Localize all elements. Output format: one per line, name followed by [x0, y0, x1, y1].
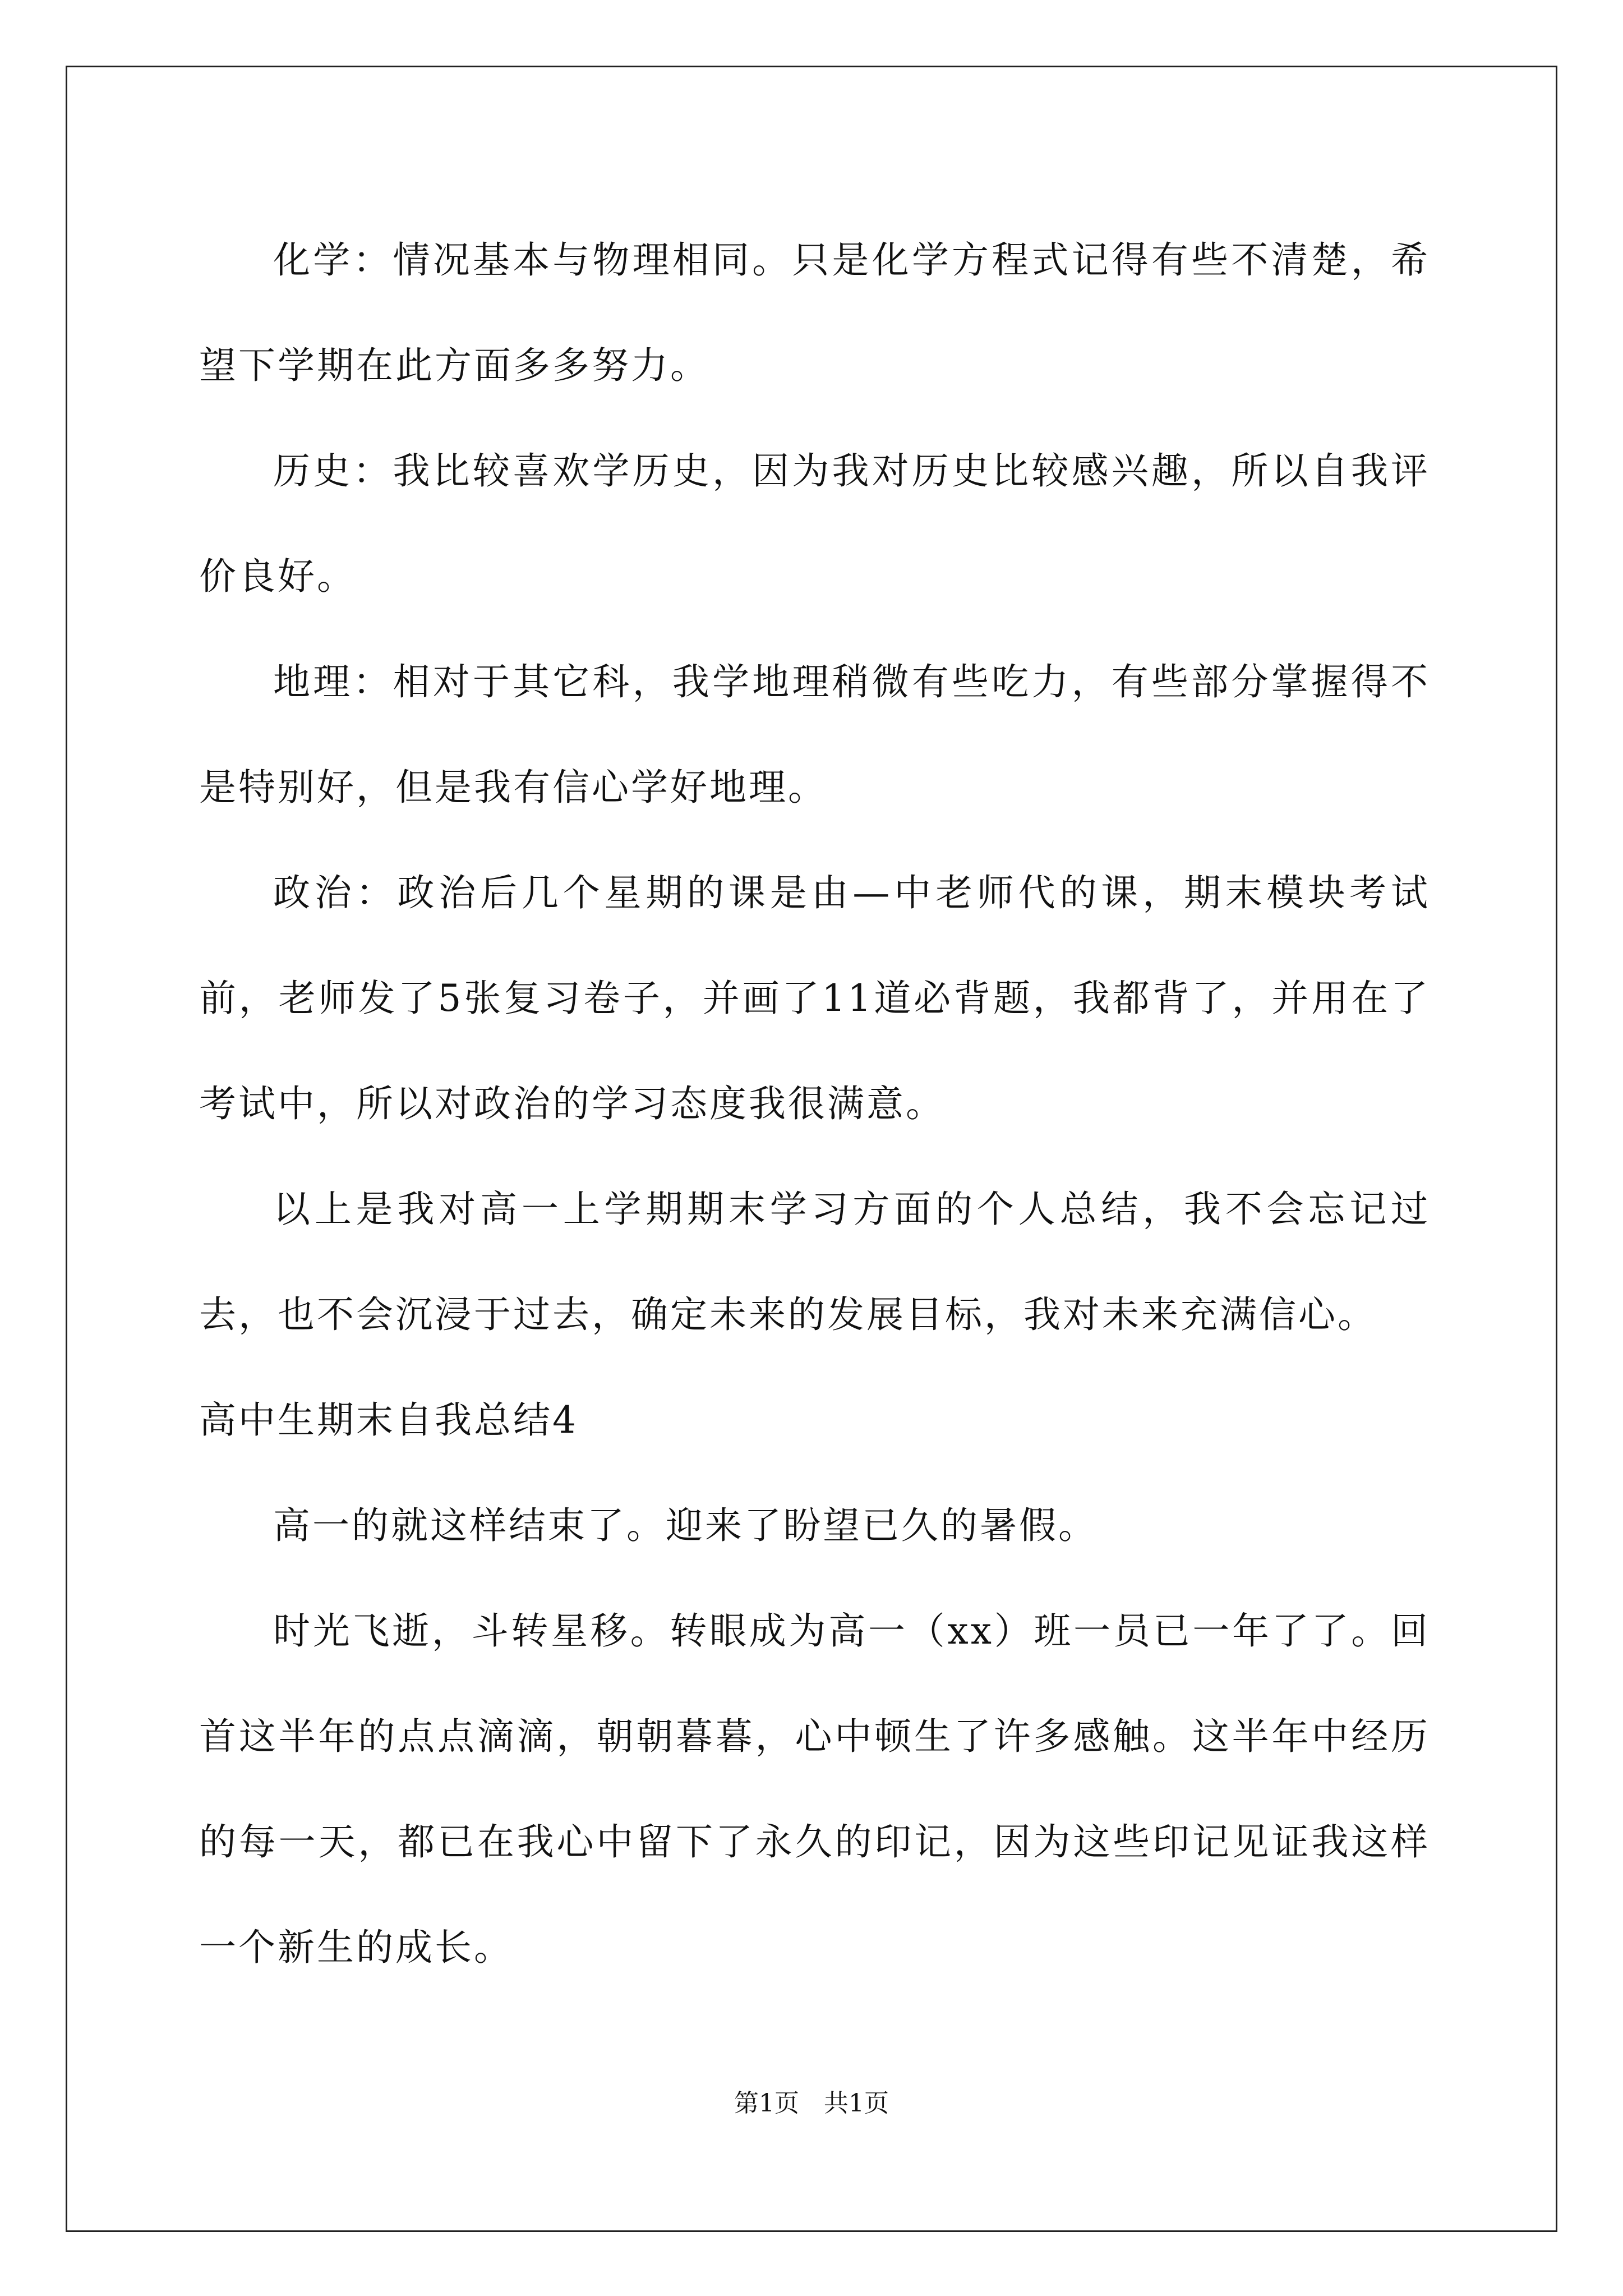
paragraph-summary: 以上是我对高一上学期期末学习方面的个人总结，我不会忘记过去，也不会沉浸于过去，确定未来的发展目标，我对未来充满信心。: [199, 1188, 1430, 1336]
paragraph-chemistry: 化学：情况基本与物理相同。只是化学方程式记得有些不清楚，希望下学期在此方面多多努力。: [199, 238, 1430, 387]
paragraph-reflection: 时光飞逝，斗转星移。转眼成为高一（xx）班一员已一年了了。回首这半年的点点滴滴，朝朝暮暮，心中顿生了许多感触。这半年中经历的每一天，都已在我心中留下了永久的印记，因为这些印记见证我这样一个新生的成长。: [199, 1609, 1430, 1969]
paragraph-history: 历史：我比较喜欢学历史，因为我对历史比较感兴趣，所以自我评价良好。: [199, 449, 1430, 598]
document-body: [199, 208, 1430, 2000]
paragraph-intro: 高一的就这样结束了。迎来了盼望已久的暑假。: [273, 1504, 1098, 1547]
section-heading: 高中生期末自我总结4: [199, 1398, 578, 1442]
paragraph-politics: 政治：政治后几个星期的课是由—中老师代的课，期末模块考试前，老师发了5张复习卷子，并画了11道必背题，我都背了，并用在了考试中，所以对政治的学习态度我很满意。: [199, 871, 1430, 1125]
paragraph-geography: 地理：相对于其它科，我学地理稍微有些吃力，有些部分掌握得不是特别好，但是我有信心学好地理。: [199, 660, 1430, 809]
page-number-footer: 第1页 共1页: [734, 2089, 889, 2118]
